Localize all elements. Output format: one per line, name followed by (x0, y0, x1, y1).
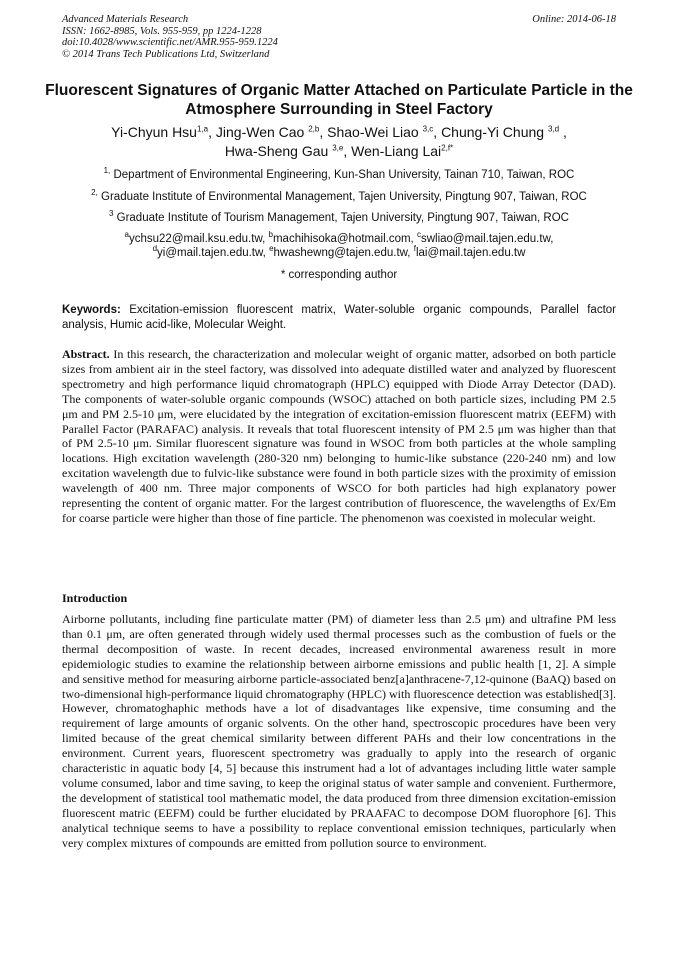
doi-line: doi:10.4028/www.scientific.net/AMR.955-959.1224 (62, 37, 278, 48)
affiliation-number: 3 (108, 209, 114, 219)
abstract-label: Abstract. (62, 347, 110, 361)
abstract-paragraph (62, 347, 616, 526)
section-heading-introduction: Introduction (62, 591, 128, 605)
author-affiliation-mark: 2,f* (441, 143, 454, 153)
author-separator: , (559, 124, 567, 140)
author-name: Jing-Wen Cao (215, 124, 309, 140)
issn-line: ISSN: 1662-8985, Vols. 955-959, pp 1224-1228 (62, 25, 262, 37)
author-name: Chung-Yi Chung (441, 124, 548, 140)
introduction-paragraph: Airborne pollutants, including fine particulate matter (PM) of diameter less than 2.5 μm) and ultrafine PM less than 0.1 μm, are often generated through widely used thermal processes such as the combustion of fuels or the thermal decomposition of waste. In recent decades, increased environmental awareness result in more epidemiologic studies to examine the relationship between airborne emissions and public health [1, 2]. A simple and sensitive method for measuring airborne particle-associated benz[a]anthracene-7,12-quinone (BaAQ) based on two-dimensional high-performance liquid chromatography (HPLC) with fluorescence detection was established[3]. However, chromatoghaphic methods have a lot of disadvantages like expensive, time consuming and the requirement of large amounts of organic solvents. On the other hand, spectroscopic procedures have been very limited because of the great chemical similarity between different PAHs and their low concentrations in the environment. Current years, fluorescent spectrometry was gradually to apply into the research of organic characteristic in aquatic body [4, 5] because this instrument had a lot of advantages including little water sample volume consumed, labor and time saving, to keep the original status of water sample and convenient. Furthermore, the development of statistical tool mathematic model, the data produced from three dimension excitation-emission fluorescent matric (EEFM) could be further elucidated by PRAAFAC to decompose DOM fluorophore [6]. This analytical technique seems to have a possibility to replace conventional emission techniques, particularly when very complex mixtures of compounds are emitted from pollution source to environment. (62, 612, 616, 850)
journal-name: Advanced Materials Research (62, 14, 189, 25)
affiliation-1 (40, 168, 638, 182)
author-affiliation-mark: 1,a (196, 124, 209, 134)
journal-header (62, 14, 616, 60)
author-name: Wen-Liang Lai (351, 143, 442, 159)
author-name: Hwa-Sheng Gau (224, 143, 333, 159)
affiliation-text: Graduate Institute of Environmental Management, Tajen University, Pingtung 907, Taiwan, ROC (97, 191, 587, 203)
author-name: Yi-Chyun Hsu (111, 124, 197, 140)
online-date: Online: 2014-06-18 (532, 14, 616, 25)
keywords-label: Keywords: (62, 304, 121, 316)
author-separator: , (433, 124, 442, 140)
keywords-text: Excitation-emission fluorescent matrix, Water-soluble organic compounds, Parallel factor analysis, Humic acid-like, Molecular Weight. (62, 304, 616, 331)
author-separator: , (208, 124, 216, 140)
author-affiliation-mark: 3,d (547, 124, 560, 134)
author-affiliation-mark: 2,b (308, 124, 320, 134)
email-d[interactable]: yi@mail.tajen.edu.tw, (157, 247, 270, 259)
abstract-text: In this research, the characterization and molecular weight of organic matter, adsorbed on both particle sizes from ambient air in the steel factory, was dissolved into adequate distilled water and analyzed by fluorescent spectrometry and high performance liquid chromatograph (HPLC) equipped with Diode Array Detector (DAD). The components of water-soluble organic compounds (WSOC) attached on both particle sizes, including PM 2.5 μm and PM 2.5-10 μm, were elucidated by the integration of excitation-emission fluorescent matrix (EEFM) with Parallel Factor (PARAFAC) analysis. It reveals that total fluorescent intensity of PM 2.5 μm was higher than that of PM 2.5-10 μm. Similar fluorescent signature was found in WSOC from both particles at the whole sampling locations. High excitation wavelength (280-320 nm) belonging to humic-like substance (220-240 nm) and low excitation wavelength due to fulvic-like substance were found in both particle sizes with the proximity of emission wavelength of 400 nm. Three major components of WSCO for both particles had high explanatory power representing the content of organic matter. For the largest contribution of fluorescence, the wavelengths of Ex/Em for coarse particle were higher than those of fine particle. The phenomenon was coexisted in molecular weight. (62, 347, 616, 525)
email-b[interactable]: machihisoka@hotmail.com, (272, 233, 417, 245)
author-emails: $^a$ychsu22@mail.ksu.edu.tw, $^b$machihisoka@hotmail.com, $^c$swliao@mail.tajen.edu.tw, $^d$yi@mail.tajen.edu.tw, $^e$hwashewng@tajen.edu.tw, $^f$lai@mail.tajen.edu.tw (124, 230, 554, 259)
affiliation-text: Graduate Institute of Tourism Management, Tajen University, Pingtung 907, Taiwan, ROC (113, 212, 569, 224)
author-separator: , (343, 143, 352, 159)
affiliation-2 (40, 190, 638, 204)
keywords-paragraph (62, 303, 616, 333)
author-name: Shao-Wei Liao (327, 124, 423, 140)
corresponding-author-note: * corresponding author (280, 269, 398, 281)
author-list (40, 123, 638, 161)
email-a[interactable]: ychsu22@mail.ksu.edu.tw, (128, 233, 269, 245)
author-separator: , (319, 124, 328, 140)
copyright-line: © 2014 Trans Tech Publications Ltd, Switzerland (62, 48, 270, 60)
affiliation-number: 2, (91, 188, 98, 198)
author-affiliation-mark: 3,c (422, 124, 434, 134)
affiliation-text: Department of Environmental Engineering, Kun-Shan University, Tainan 710, Taiwan, ROC (110, 169, 575, 181)
paper-title: Fluorescent Signatures of Organic Matter Attached on Particulate Particle in the Atmosphere Surrounding in Steel Factory (45, 82, 633, 118)
email-f[interactable]: lai@mail.tajen.edu.tw (415, 247, 526, 259)
email-e[interactable]: hwashewng@tajen.edu.tw, (273, 247, 414, 259)
author-affiliation-mark: 3,e (332, 143, 344, 153)
affiliation-3 (40, 211, 638, 225)
email-c[interactable]: swliao@mail.tajen.edu.tw, (420, 233, 554, 245)
affiliation-number: 1, (103, 166, 111, 176)
